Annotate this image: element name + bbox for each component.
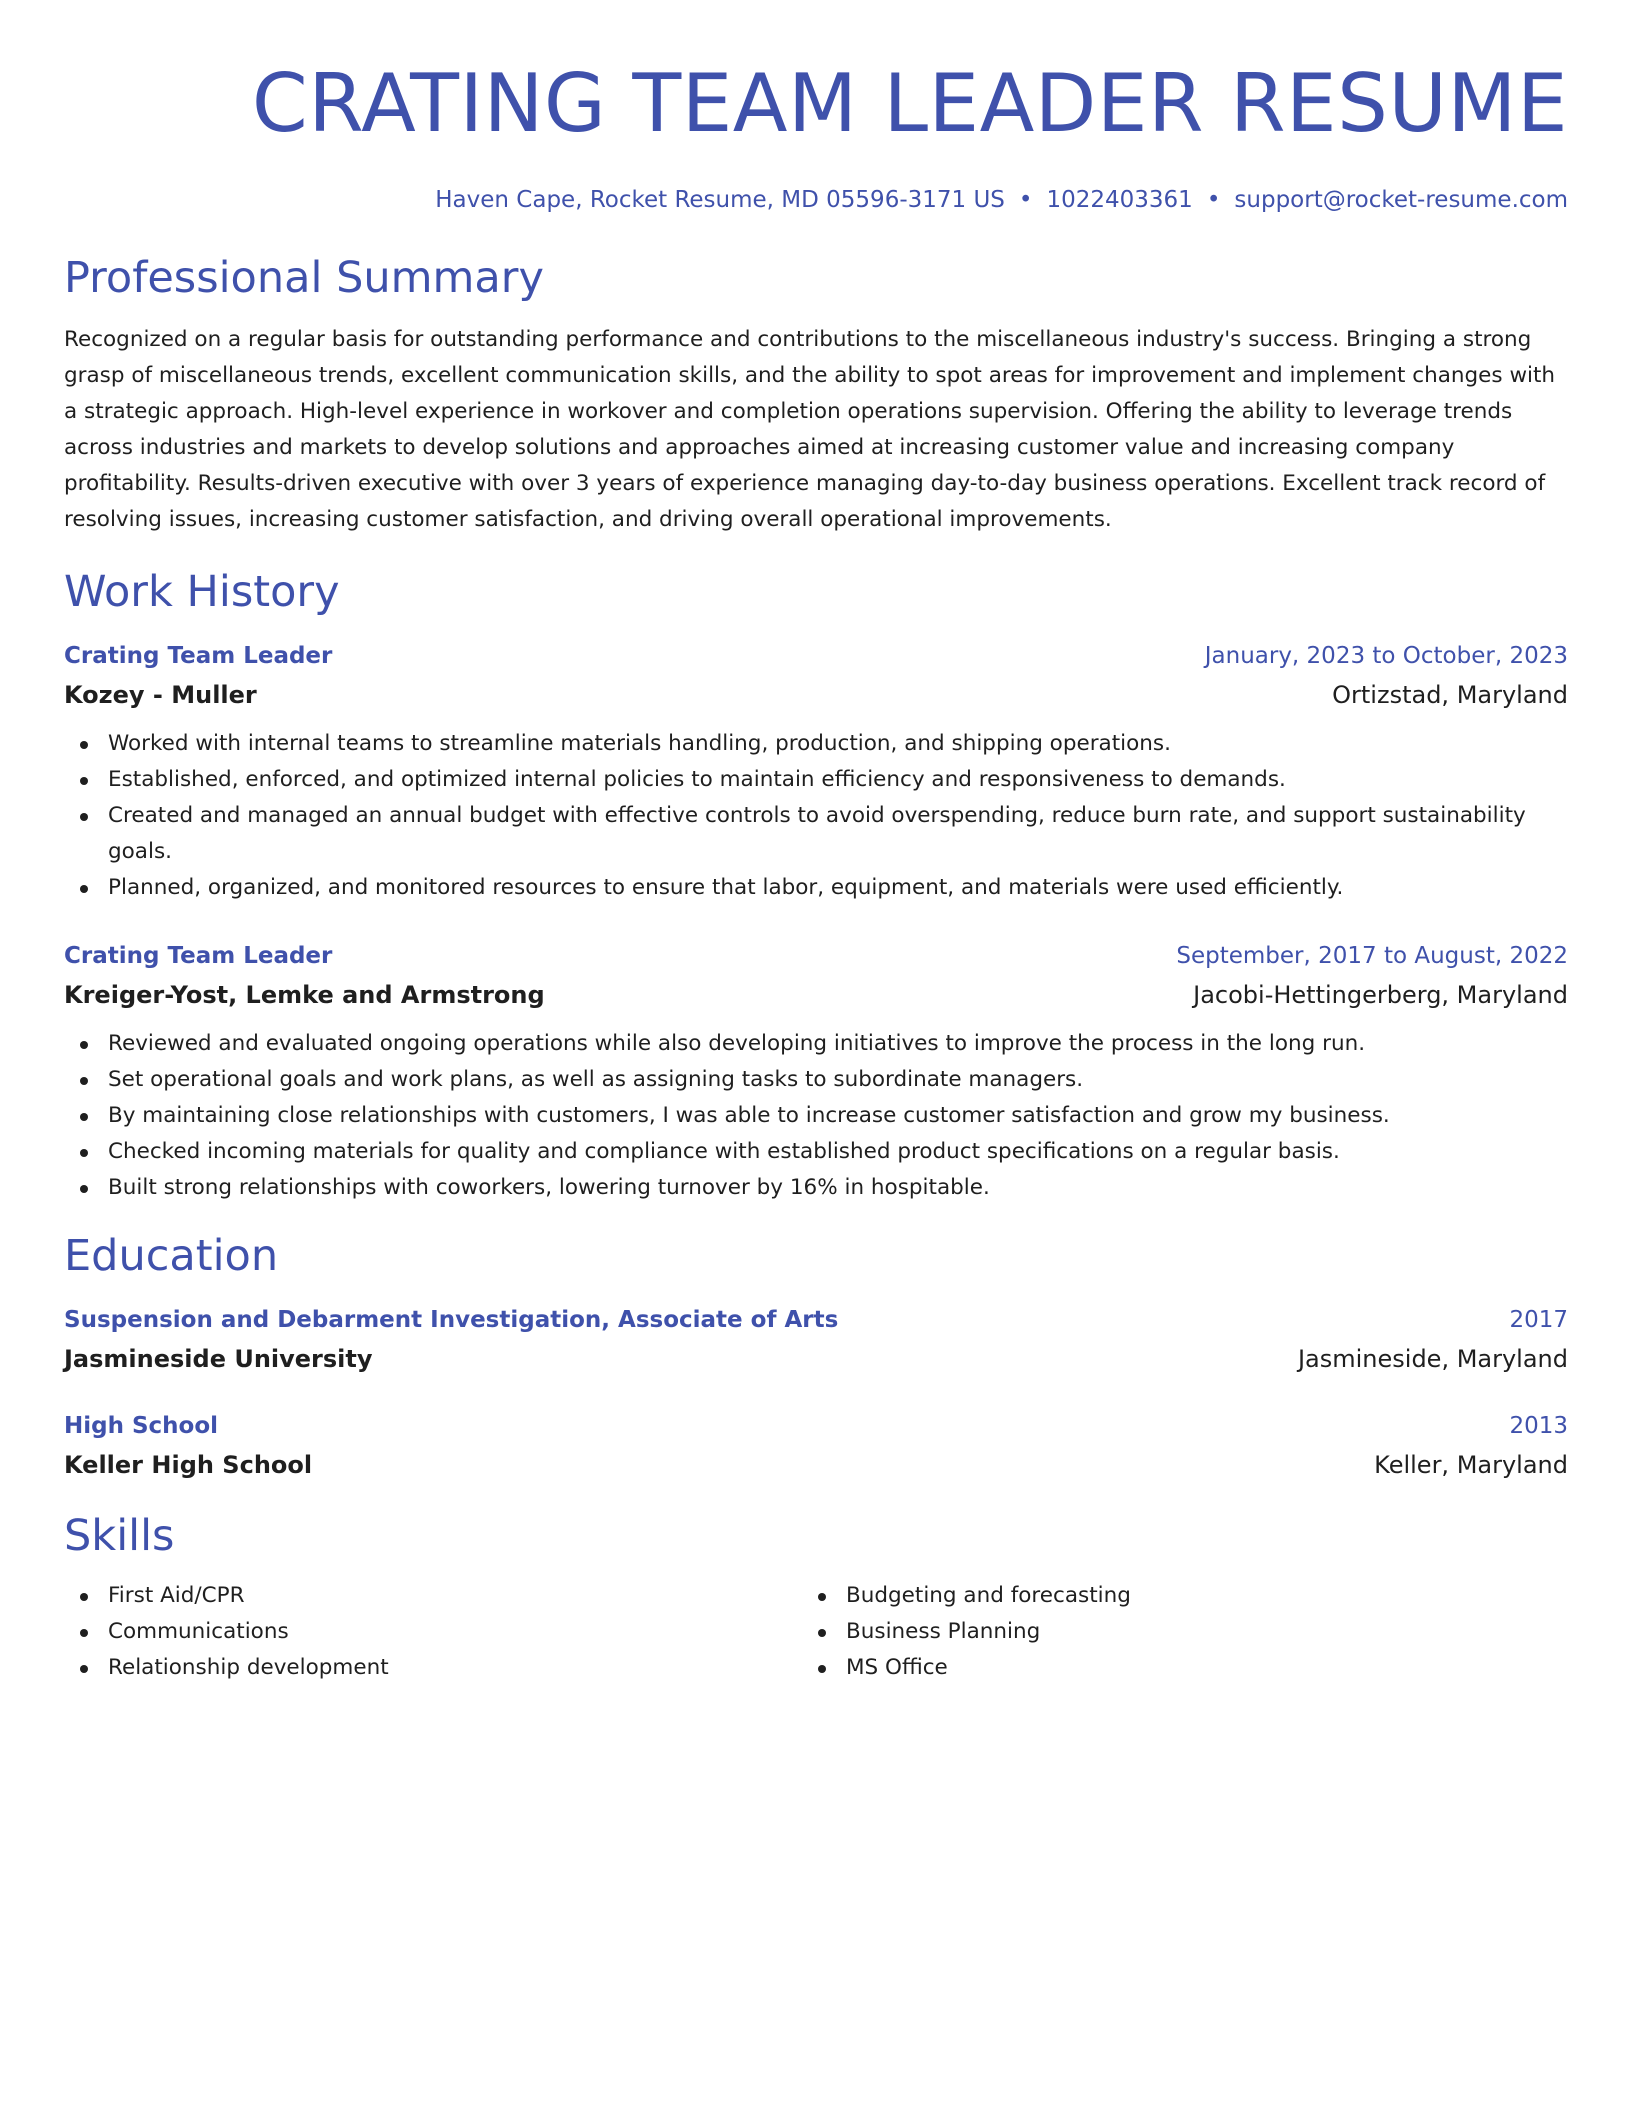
education-school: Keller High School [64,1451,313,1479]
section-title-skills: Skills [64,1511,175,1561]
education-degree: High School [64,1413,219,1439]
skills-column-left [64,1578,802,1686]
job-dates: September, 2017 to August, 2022 [1176,943,1568,969]
job-entry [64,640,1568,906]
job-location: Ortizstad, Maryland [1332,681,1568,709]
education-school: Jasmineside University [64,1345,373,1373]
education-entry [64,1304,1568,1376]
education-location: Jasmineside, Maryland [1297,1345,1568,1373]
job-bullets [64,726,1568,906]
summary-text: Recognized on a regular basis for outstanding performance and contributions to the miscellaneous industry's success. Bringing a strong grasp of miscellaneous trends, excellent communication skills, and the ability to spot areas for improvement and implement changes with a strategic approach. High-level experience in workover and completion operations supervision. Offering the ability to leverage trends across industries and markets to develop solutions and approaches aimed at increasing customer value and increasing company profitability. Results-driven executive with over 3 years of experience managing day-to-day business operations. Excellent track record of resolving issues, increasing customer satisfaction, and driving overall operational improvements. [64,327,1556,532]
job-bullet: By maintaining close relationships with customers, I was able to increase customer satisfaction and grow my business. [64,1098,1568,1134]
job-bullet: Built strong relationships with coworkers, lowering turnover by 16% in hospitable. [64,1170,1568,1206]
skill-item: MS Office [802,1650,1540,1686]
education-year: 2013 [1509,1413,1568,1439]
job-entry [64,940,1568,1206]
job-bullet: Worked with internal teams to streamline materials handling, production, and shipping operations. [64,726,1568,762]
skills-column-right [802,1578,1540,1686]
skill-item: Communications [64,1614,802,1650]
job-role: Crating Team Leader [64,643,333,669]
job-location: Jacobi-Hettingerberg, Maryland [1193,981,1568,1009]
contact-line [64,184,1568,216]
skill-item: Relationship development [64,1650,802,1686]
education-entry [64,1410,1568,1482]
job-bullet: Established, enforced, and optimized internal policies to maintain efficiency and responsiveness to demands. [64,762,1568,798]
education-year: 2017 [1509,1307,1568,1333]
job-bullet: Checked incoming materials for quality and compliance with established product specifications on a regular basis. [64,1134,1568,1170]
job-bullet: Created and managed an annual budget with effective controls to avoid overspending, reduce burn rate, and support sustainability goals. [64,798,1568,870]
contact-separator: • [1018,187,1033,213]
contact-phone: 1022403361 [1046,187,1193,213]
contact-email: support@rocket-resume.com [1234,187,1568,213]
skill-item: Business Planning [802,1614,1540,1650]
job-role: Crating Team Leader [64,943,333,969]
skill-item: Budgeting and forecasting [802,1578,1540,1614]
job-bullet: Planned, organized, and monitored resources to ensure that labor, equipment, and materials were used efficiently. [64,870,1568,906]
job-bullet: Set operational goals and work plans, as well as assigning tasks to subordinate managers. [64,1062,1568,1098]
job-bullets [64,1026,1568,1206]
section-title-education: Education [64,1231,279,1281]
section-title-summary: Professional Summary [64,253,544,303]
section-title-work-history: Work History [64,567,340,617]
job-dates: January, 2023 to October, 2023 [1204,643,1568,669]
skill-item: First Aid/CPR [64,1578,802,1614]
skills-list [64,1578,1568,1686]
job-company: Kozey - Muller [64,681,257,709]
job-bullet: Reviewed and evaluated ongoing operations while also developing initiatives to improve the process in the long run. [64,1026,1568,1062]
contact-address: Haven Cape, Rocket Resume, MD 05596-3171 US [435,187,1005,213]
education-location: Keller, Maryland [1374,1451,1568,1479]
education-degree: Suspension and Debarment Investigation, Associate of Arts [64,1307,839,1333]
contact-separator: • [1206,187,1221,213]
job-company: Kreiger-Yost, Lemke and Armstrong [64,981,545,1009]
resume-title: CRATING TEAM LEADER RESUME [251,57,1568,150]
